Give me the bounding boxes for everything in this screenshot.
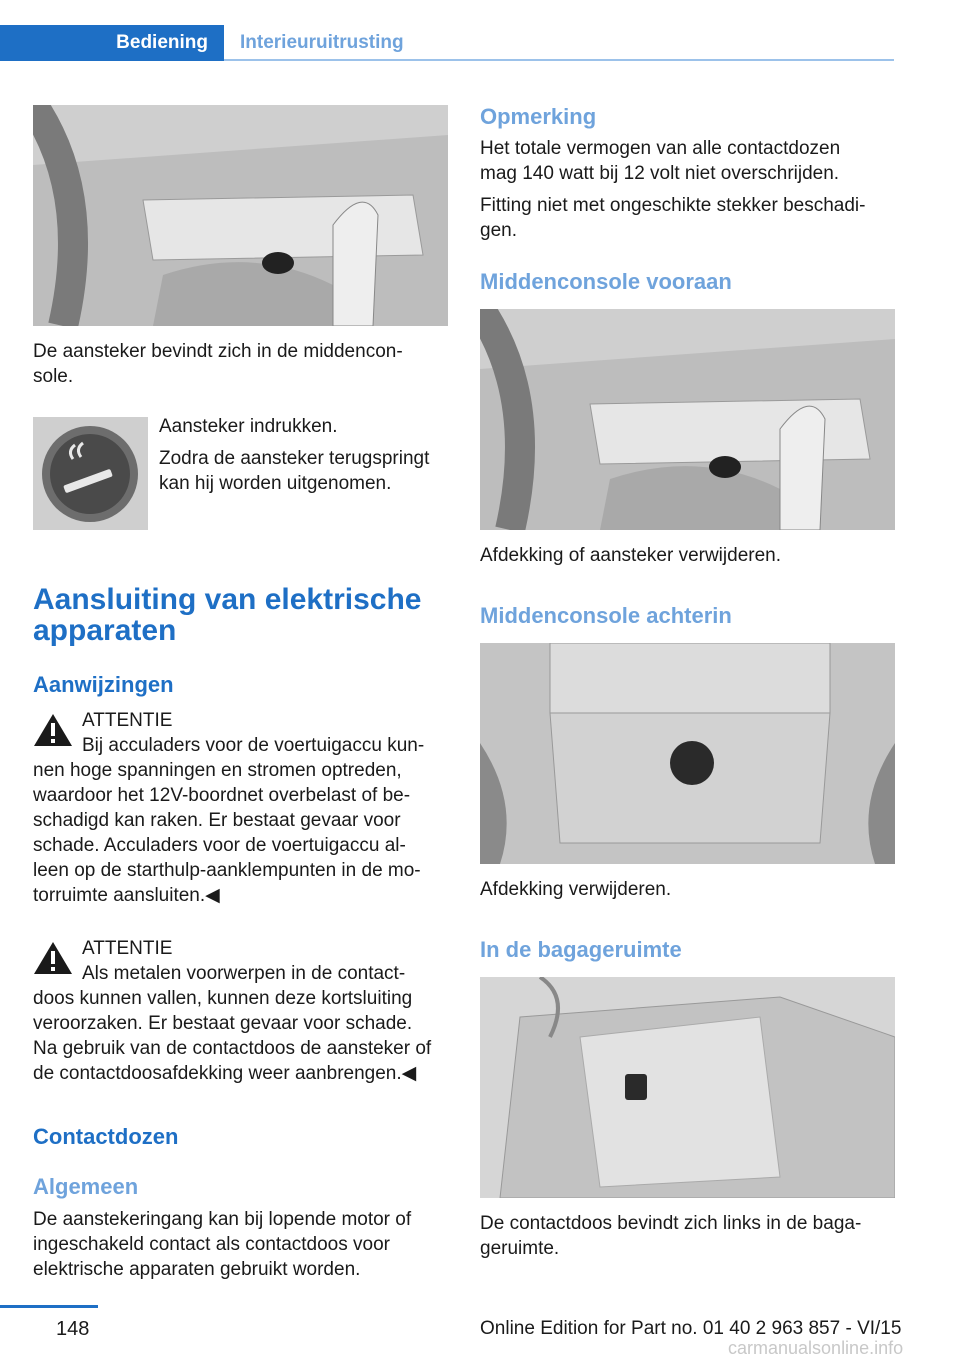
- note2-line: Fitting niet met ongeschikte stekker beschadi‐: [480, 195, 866, 216]
- trunk-photo: [480, 977, 895, 1198]
- header-rule: [224, 59, 894, 61]
- warning2-line: veroorzaken. Er bestaat gevaar voor schade.: [33, 1013, 413, 1034]
- warning1-line: waardoor het 12V-boordnet overbelast of be‐: [33, 785, 411, 806]
- header-tabs: [0, 25, 960, 61]
- trunk-caption-2: geruimte.: [480, 1238, 560, 1259]
- middenconsole-vooraan-title: Middenconsole vooraan: [480, 269, 732, 294]
- warning-icon: [33, 940, 73, 976]
- section-title-line1: Aansluiting van elektrische: [33, 583, 422, 616]
- lighter-press-text: Aansteker indrukken.: [159, 416, 338, 437]
- lighter-icon: [33, 417, 148, 530]
- console-illustration: [33, 105, 448, 326]
- tab-interieuruitrusting[interactable]: Interieuruitrusting: [240, 32, 404, 53]
- contactdozen-title: Contactdozen: [33, 1124, 179, 1149]
- warning1-line: schadigd kan raken. Er bestaat gevaar voor: [33, 810, 401, 831]
- console-lighter-photo: [33, 105, 448, 326]
- subtitle-aanwijzingen: Aanwijzingen: [33, 672, 174, 697]
- tab-bediening[interactable]: Bediening: [0, 25, 224, 61]
- warning2-line: Als metalen voorwerpen in de contact‐: [82, 963, 406, 984]
- warning1-line: schade. Acculaders voor de voertuigaccu al‐: [33, 835, 406, 856]
- warning2-title: ATTENTIE: [82, 938, 173, 959]
- warning2-line: Na gebruik van de contactdoos de aansteker of: [33, 1038, 432, 1059]
- general-line: De aanstekeringang kan bij lopende motor of: [33, 1209, 412, 1230]
- note-line: Het totale vermogen van alle contactdozen: [480, 138, 841, 159]
- lighter-remove-text-1: Zodra de aansteker terugspringt: [159, 448, 430, 469]
- front-console-illustration: [480, 309, 895, 530]
- front-console-photo: [480, 309, 895, 530]
- front-console-caption: Afdekking of aansteker verwijderen.: [480, 545, 781, 566]
- rear-console-caption: Afdekking verwijderen.: [480, 879, 672, 900]
- algemeen-title: Algemeen: [33, 1174, 139, 1199]
- warning1-title: ATTENTIE: [82, 710, 173, 731]
- middenconsole-achterin-title: Middenconsole achterin: [480, 603, 732, 628]
- general-line: elektrische apparaten gebruikt worden.: [33, 1259, 361, 1280]
- rear-console-photo: [480, 643, 895, 864]
- trunk-illustration: [480, 977, 895, 1198]
- page-number: 148: [56, 1318, 90, 1340]
- watermark: carmanualsonline.info: [728, 1338, 904, 1358]
- warning2-line: doos kunnen vallen, kunnen deze kortsluiting: [33, 988, 413, 1009]
- caption-lighter-location-2: sole.: [33, 366, 74, 387]
- opmerking-title: Opmerking: [480, 104, 597, 129]
- rear-console-illustration: [480, 643, 895, 864]
- lighter-remove-text-2: kan hij worden uitgenomen.: [159, 473, 392, 494]
- footer-rule: [0, 1305, 98, 1308]
- edition-text: Online Edition for Part no. 01 40 2 963 857 - VI/15: [480, 1318, 902, 1339]
- section-title-line2: apparaten: [33, 614, 177, 647]
- note-line: mag 140 watt bij 12 volt niet overschrijden.: [480, 163, 840, 184]
- warning2-line: de contactdoosafdekking weer aanbrengen.◀: [33, 1063, 417, 1084]
- bagageruimte-title: In de bagageruimte: [480, 937, 682, 962]
- warning1-line: leen op de starthulp-aanklempunten in de mo‐: [33, 860, 421, 881]
- note2-line: gen.: [480, 220, 517, 241]
- warning1-line: nen hoge spanningen en stromen optreden,: [33, 760, 402, 781]
- caption-lighter-location-1: De aansteker bevindt zich in de middencon‐: [33, 341, 403, 362]
- general-line: ingeschakeld contact als contactdoos voor: [33, 1234, 390, 1255]
- trunk-caption-1: De contactdoos bevindt zich links in de baga‐: [480, 1213, 862, 1234]
- warning1-line: Bij acculaders voor de voertuigaccu kun‐: [82, 735, 425, 756]
- warning1-line: torruimte aansluiten.◀: [33, 885, 220, 906]
- warning-icon: [33, 712, 73, 748]
- lighter-button-photo: [33, 417, 148, 530]
